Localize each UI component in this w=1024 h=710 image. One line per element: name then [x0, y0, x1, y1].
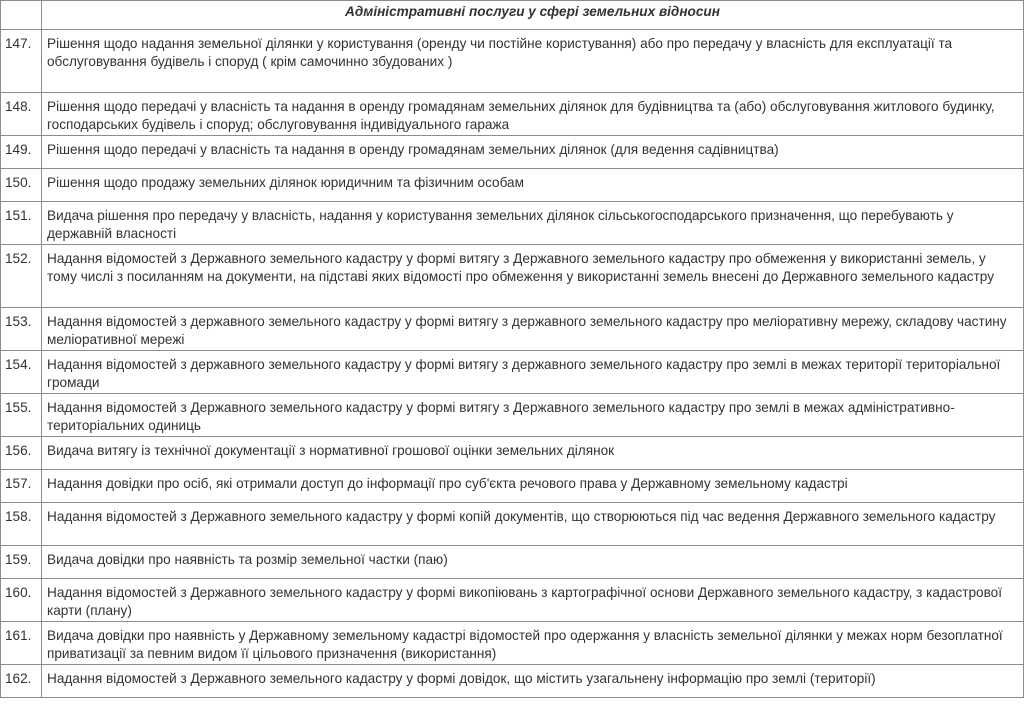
row-number: 150. [1, 169, 42, 202]
table-row [1, 546, 1024, 579]
service-description: Надання відомостей з державного земельного кадастру у формі витягу з державного земельного кадастру про землі в межах території територіальної громади [42, 351, 1024, 394]
table-row [1, 579, 1024, 622]
table-row [1, 470, 1024, 503]
row-number: 155. [1, 394, 42, 437]
service-description: Надання відомостей з Державного земельного кадастру у формі витягу з Державного земельного кадастру про обмеження у використанні земель, у тому числі з посиланням на документи, на підставі яких відомості про обмеження у використанні земель внесені до Державного земельного кадастру [42, 245, 1024, 308]
table-row [1, 169, 1024, 202]
service-description: Видача довідки про наявність та розмір земельної частки (паю) [42, 546, 1024, 579]
row-number: 158. [1, 503, 42, 546]
table-title: Адміністративні послуги у сфері земельних відносин [42, 1, 1024, 30]
table-row [1, 394, 1024, 437]
service-description: Надання відомостей з Державного земельного кадастру у формі викопіювань з картографічної основи Державного земельного кадастру, з кадастрової карти (плану) [42, 579, 1024, 622]
service-description: Надання відомостей з Державного земельного кадастру у формі довідок, що містить узагальнену інформацію про землі (території) [42, 665, 1024, 698]
service-description: Видача витягу із технічної документації з нормативної грошової оцінки земельних ділянок [42, 437, 1024, 470]
service-description: Надання відомостей з Державного земельного кадастру у формі витягу з Державного земельного кадастру про землі в межах адміністративно-територіальних одиниць [42, 394, 1024, 437]
row-number: 148. [1, 93, 42, 136]
row-number: 156. [1, 437, 42, 470]
service-description: Видача рішення про передачу у власність, надання у користування земельних ділянок сільськогосподарського призначення, що перебувають у державній власності [42, 202, 1024, 245]
table-row [1, 136, 1024, 169]
service-description: Надання відомостей з державного земельного кадастру у формі витягу з державного земельного кадастру про меліоративну мережу, складову частину меліоративної мережі [42, 308, 1024, 351]
table-header-row [1, 1, 1024, 30]
row-number: 161. [1, 622, 42, 665]
row-number: 159. [1, 546, 42, 579]
table-row [1, 202, 1024, 245]
table-row [1, 665, 1024, 698]
table-row [1, 351, 1024, 394]
service-description: Видача довідки про наявність у Державному земельному кадастрі відомостей про одержання у власність земельної ділянки у межах норм безоплатної приватизації за певним видом її цільового призначення (використання) [42, 622, 1024, 665]
row-number: 157. [1, 470, 42, 503]
service-description: Надання відомостей з Державного земельного кадастру у формі копій документів, що створюються під час ведення Державного земельного кадастру [42, 503, 1024, 546]
row-number: 151. [1, 202, 42, 245]
service-description: Рішення щодо передачі у власність та надання в оренду громадянам земельних ділянок для будівництва та (або) обслуговування житлового будинку, господарських будівель і споруд; обслуговування індивідуального гаража [42, 93, 1024, 136]
service-description: Рішення щодо продажу земельних ділянок юридичним та фізичним особам [42, 169, 1024, 202]
table-row [1, 245, 1024, 308]
table-row [1, 93, 1024, 136]
service-description: Рішення щодо передачі у власність та надання в оренду громадянам земельних ділянок (для ведення садівництва) [42, 136, 1024, 169]
table-row [1, 503, 1024, 546]
row-number: 149. [1, 136, 42, 169]
table-row [1, 30, 1024, 93]
header-number-cell [1, 1, 42, 30]
table-row [1, 622, 1024, 665]
table-row [1, 308, 1024, 351]
service-description: Рішення щодо надання земельної ділянки у користування (оренду чи постійне користування) або про передачу у власність для експлуатації та обслуговування будівель і споруд ( крім самочинно збудованих ) [42, 30, 1024, 93]
row-number: 160. [1, 579, 42, 622]
service-description: Надання довідки про осіб, які отримали доступ до інформації про суб'єкта речового права у Державному земельному кадастрі [42, 470, 1024, 503]
row-number: 147. [1, 30, 42, 93]
row-number: 153. [1, 308, 42, 351]
row-number: 162. [1, 665, 42, 698]
table-row [1, 437, 1024, 470]
row-number: 152. [1, 245, 42, 308]
row-number: 154. [1, 351, 42, 394]
